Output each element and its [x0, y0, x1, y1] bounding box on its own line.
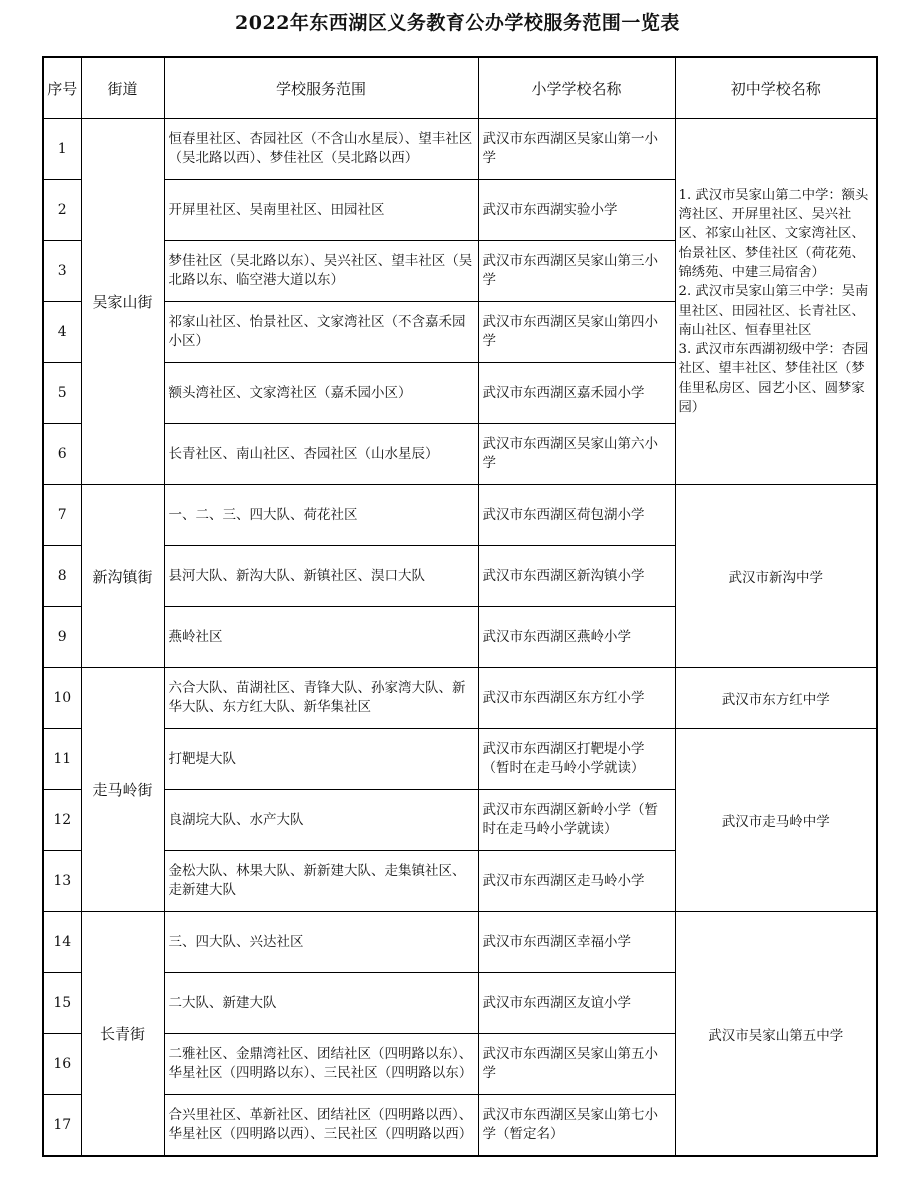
primary-school-cell: 武汉市东西湖区幸福小学 [478, 912, 675, 973]
scope-cell: 恒春里社区、杏园社区（不含山水星辰）、望丰社区（吴北路以西）、梦佳社区（吴北路以西） [164, 119, 478, 180]
middle-school-cell: 武汉市吴家山第五中学 [675, 912, 877, 1157]
primary-school-cell: 武汉市东西湖区吴家山第一小学 [478, 119, 675, 180]
row-number: 15 [43, 973, 81, 1034]
table-row [43, 912, 877, 973]
row-number: 17 [43, 1095, 81, 1157]
scope-cell: 三、四大队、兴达社区 [164, 912, 478, 973]
primary-school-cell: 武汉市东西湖区吴家山第五小学 [478, 1034, 675, 1095]
scope-cell: 开屏里社区、吴南里社区、田园社区 [164, 180, 478, 241]
header-row [43, 57, 877, 119]
street-cell: 走马岭街 [81, 668, 164, 912]
row-number: 2 [43, 180, 81, 241]
scope-cell: 打靶堤大队 [164, 729, 478, 790]
primary-school-cell: 武汉市东西湖实验小学 [478, 180, 675, 241]
row-number: 10 [43, 668, 81, 729]
header-scope: 学校服务范围 [164, 57, 478, 119]
primary-school-cell: 武汉市东西湖区东方红小学 [478, 668, 675, 729]
row-number: 14 [43, 912, 81, 973]
row-number: 11 [43, 729, 81, 790]
row-number: 1 [43, 119, 81, 180]
primary-school-cell: 武汉市东西湖区吴家山第四小学 [478, 302, 675, 363]
scope-cell: 县河大队、新沟大队、新镇社区、淏口大队 [164, 546, 478, 607]
header-primary: 小学学校名称 [478, 57, 675, 119]
row-number: 9 [43, 607, 81, 668]
scope-cell: 一、二、三、四大队、荷花社区 [164, 485, 478, 546]
primary-school-cell: 武汉市东西湖区嘉禾园小学 [478, 363, 675, 424]
primary-school-cell: 武汉市东西湖区吴家山第六小学 [478, 424, 675, 485]
primary-school-cell: 武汉市东西湖区打靶堤小学（暂时在走马岭小学就读） [478, 729, 675, 790]
table-row [43, 485, 877, 546]
header-no: 序号 [43, 57, 81, 119]
row-number: 6 [43, 424, 81, 485]
street-cell: 吴家山街 [81, 119, 164, 485]
primary-school-cell: 武汉市东西湖区走马岭小学 [478, 851, 675, 912]
row-number: 3 [43, 241, 81, 302]
table-row [43, 668, 877, 729]
row-number: 4 [43, 302, 81, 363]
header-middle: 初中学校名称 [675, 57, 877, 119]
page-title: 2022年东西湖区义务教育公办学校服务范围一览表 [235, 12, 680, 34]
scope-cell: 金松大队、林果大队、新新建大队、走集镇社区、走新建大队 [164, 851, 478, 912]
street-cell: 长青街 [81, 912, 164, 1157]
middle-school-cell: 武汉市新沟中学 [675, 485, 877, 668]
header-street: 街道 [81, 57, 164, 119]
scope-cell: 合兴里社区、革新社区、团结社区（四明路以西）、华星社区（四明路以西）、三民社区（四明路以西） [164, 1095, 478, 1157]
primary-school-cell: 武汉市东西湖区燕岭小学 [478, 607, 675, 668]
middle-school-cell: 武汉市东方红中学 [675, 668, 877, 729]
row-number: 12 [43, 790, 81, 851]
primary-school-cell: 武汉市东西湖区友谊小学 [478, 973, 675, 1034]
middle-school-cell: 武汉市走马岭中学 [675, 729, 877, 912]
scope-cell: 长青社区、南山社区、杏园社区（山水星辰） [164, 424, 478, 485]
row-number: 16 [43, 1034, 81, 1095]
table-row [43, 729, 877, 790]
scope-cell: 额头湾社区、文家湾社区（嘉禾园小区） [164, 363, 478, 424]
scope-cell: 二雅社区、金鼎湾社区、团结社区（四明路以东）、华星社区（四明路以东）、三民社区（四明路以东） [164, 1034, 478, 1095]
scope-cell: 二大队、新建大队 [164, 973, 478, 1034]
primary-school-cell: 武汉市东西湖区新岭小学（暂时在走马岭小学就读） [478, 790, 675, 851]
primary-school-cell: 武汉市东西湖区新沟镇小学 [478, 546, 675, 607]
scope-cell: 梦佳社区（吴北路以东）、吴兴社区、望丰社区（吴北路以东、临空港大道以东） [164, 241, 478, 302]
row-number: 7 [43, 485, 81, 546]
table-row [43, 119, 877, 180]
row-number: 8 [43, 546, 81, 607]
street-cell: 新沟镇街 [81, 485, 164, 668]
service-scope-table [42, 56, 878, 1157]
primary-school-cell: 武汉市东西湖区吴家山第七小学（暂定名） [478, 1095, 675, 1157]
scope-cell: 祁家山社区、怡景社区、文家湾社区（不含嘉禾园小区） [164, 302, 478, 363]
primary-school-cell: 武汉市东西湖区吴家山第三小学 [478, 241, 675, 302]
row-number: 13 [43, 851, 81, 912]
row-number: 5 [43, 363, 81, 424]
scope-cell: 燕岭社区 [164, 607, 478, 668]
scope-cell: 六合大队、苗湖社区、青锋大队、孙家湾大队、新华大队、东方红大队、新华集社区 [164, 668, 478, 729]
middle-school-cell [675, 119, 877, 485]
middle-school-list: 1. 武汉市吴家山第二中学：额头湾社区、开屏里社区、吴兴社区、祁家山社区、文家湾社区、怡景社区、梦佳社区（荷花苑、锦绣苑、中建三局宿舍） 2. 武汉市吴家山第三中学：吴南里社区、田园社区、长青社区、南山社区、恒春里社区 3. 武汉市东西湖初级中学：杏园社区、望丰社区、梦佳社区（梦佳里私房区、园艺小区、圆梦家园） [678, 187, 869, 415]
primary-school-cell: 武汉市东西湖区荷包湖小学 [478, 485, 675, 546]
scope-cell: 良湖垸大队、水产大队 [164, 790, 478, 851]
